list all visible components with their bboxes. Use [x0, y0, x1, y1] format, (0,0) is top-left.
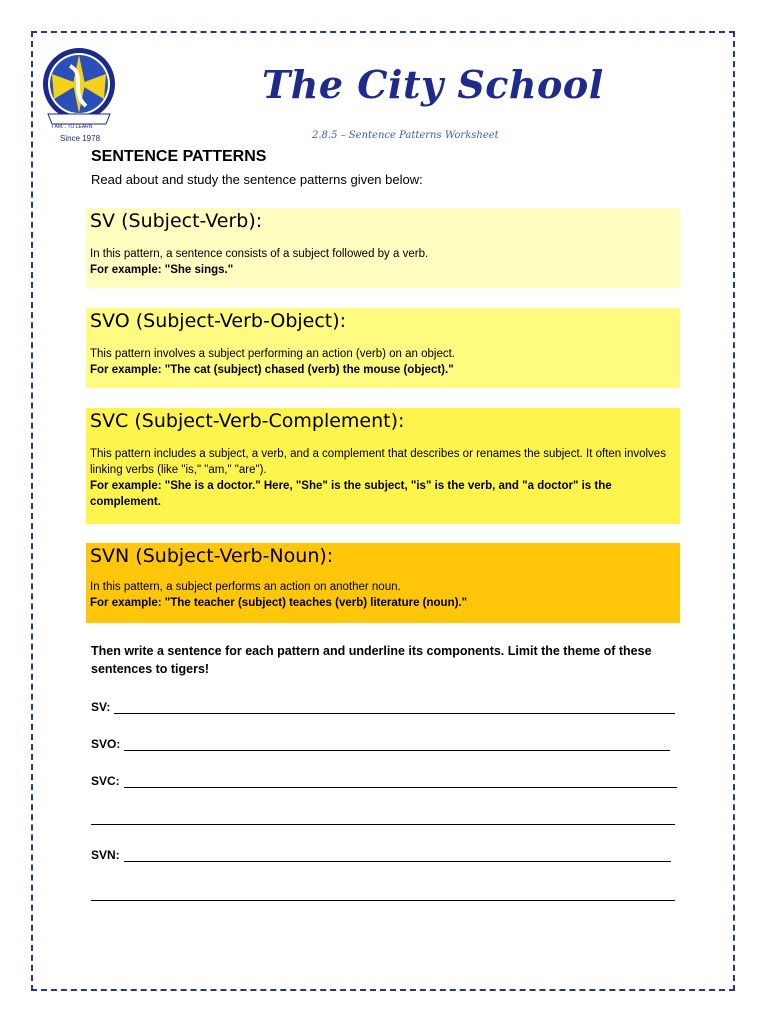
answer-row-svn [91, 848, 671, 862]
answer-row-svo [91, 737, 670, 751]
answer-line-svn[interactable] [124, 849, 671, 862]
answer-row-svc-continued [91, 812, 675, 825]
answer-line-sv[interactable] [114, 701, 675, 714]
pattern-example: For example: "The cat (subject) chased (verb) the mouse (object)." [90, 364, 454, 376]
school-name: The City School [262, 62, 604, 107]
logo-since: Since 1978 [60, 134, 101, 143]
pattern-example: For example: "She is a doctor." Here, "She" is the subject, "is" is the verb, and "a doctor" is the complement. [90, 480, 612, 508]
answer-label-svo: SVO: [91, 737, 121, 751]
pattern-heading: SVO (Subject-Verb-Object): [90, 310, 347, 332]
pattern-heading: SVN (Subject-Verb-Noun): [90, 545, 334, 567]
answer-line-svc-continued[interactable] [91, 812, 675, 825]
pattern-box-svc [86, 408, 680, 524]
pattern-heading: SVC (Subject-Verb-Complement): [90, 410, 405, 432]
answer-row-svc [91, 774, 677, 788]
answer-row-svn-continued [91, 888, 675, 901]
pattern-box-svn [86, 543, 680, 623]
pattern-box-svo [86, 308, 680, 388]
worksheet-subtitle: 2.8.5 – Sentence Patterns Worksheet [312, 130, 499, 141]
answer-label-sv: SV: [91, 700, 111, 714]
answer-label-svn: SVN: [91, 848, 120, 862]
answer-row-sv [91, 700, 675, 714]
pattern-description: This pattern includes a subject, a verb, and a complement that describes or renames the subject. It often involves linking verbs (like "is," "am," "are"). [90, 448, 666, 476]
page-title: SENTENCE PATTERNS [91, 148, 267, 165]
answer-line-svn-continued[interactable] [91, 888, 675, 901]
logo-motto: I AM... TO LEARN [52, 124, 93, 130]
answer-line-svo[interactable] [124, 738, 670, 751]
pattern-description: In this pattern, a subject performs an action on another noun. [90, 581, 401, 593]
pattern-box-sv [86, 208, 680, 288]
pattern-heading: SV (Subject-Verb): [90, 210, 263, 232]
pattern-description: In this pattern, a sentence consists of a subject followed by a verb. [90, 248, 429, 260]
pattern-example: For example: "The teacher (subject) teaches (verb) literature (noun)." [90, 597, 468, 609]
writing-instruction: Then write a sentence for each pattern and underline its components. Limit the theme of these sentences to tigers! [91, 644, 652, 676]
pattern-example: For example: "She sings." [90, 264, 234, 276]
pattern-description: This pattern involves a subject performing an action (verb) on an object. [90, 348, 455, 360]
answer-label-svc: SVC: [91, 774, 120, 788]
answer-line-svc[interactable] [124, 775, 677, 788]
intro-text: Read about and study the sentence patterns given below: [91, 172, 423, 187]
